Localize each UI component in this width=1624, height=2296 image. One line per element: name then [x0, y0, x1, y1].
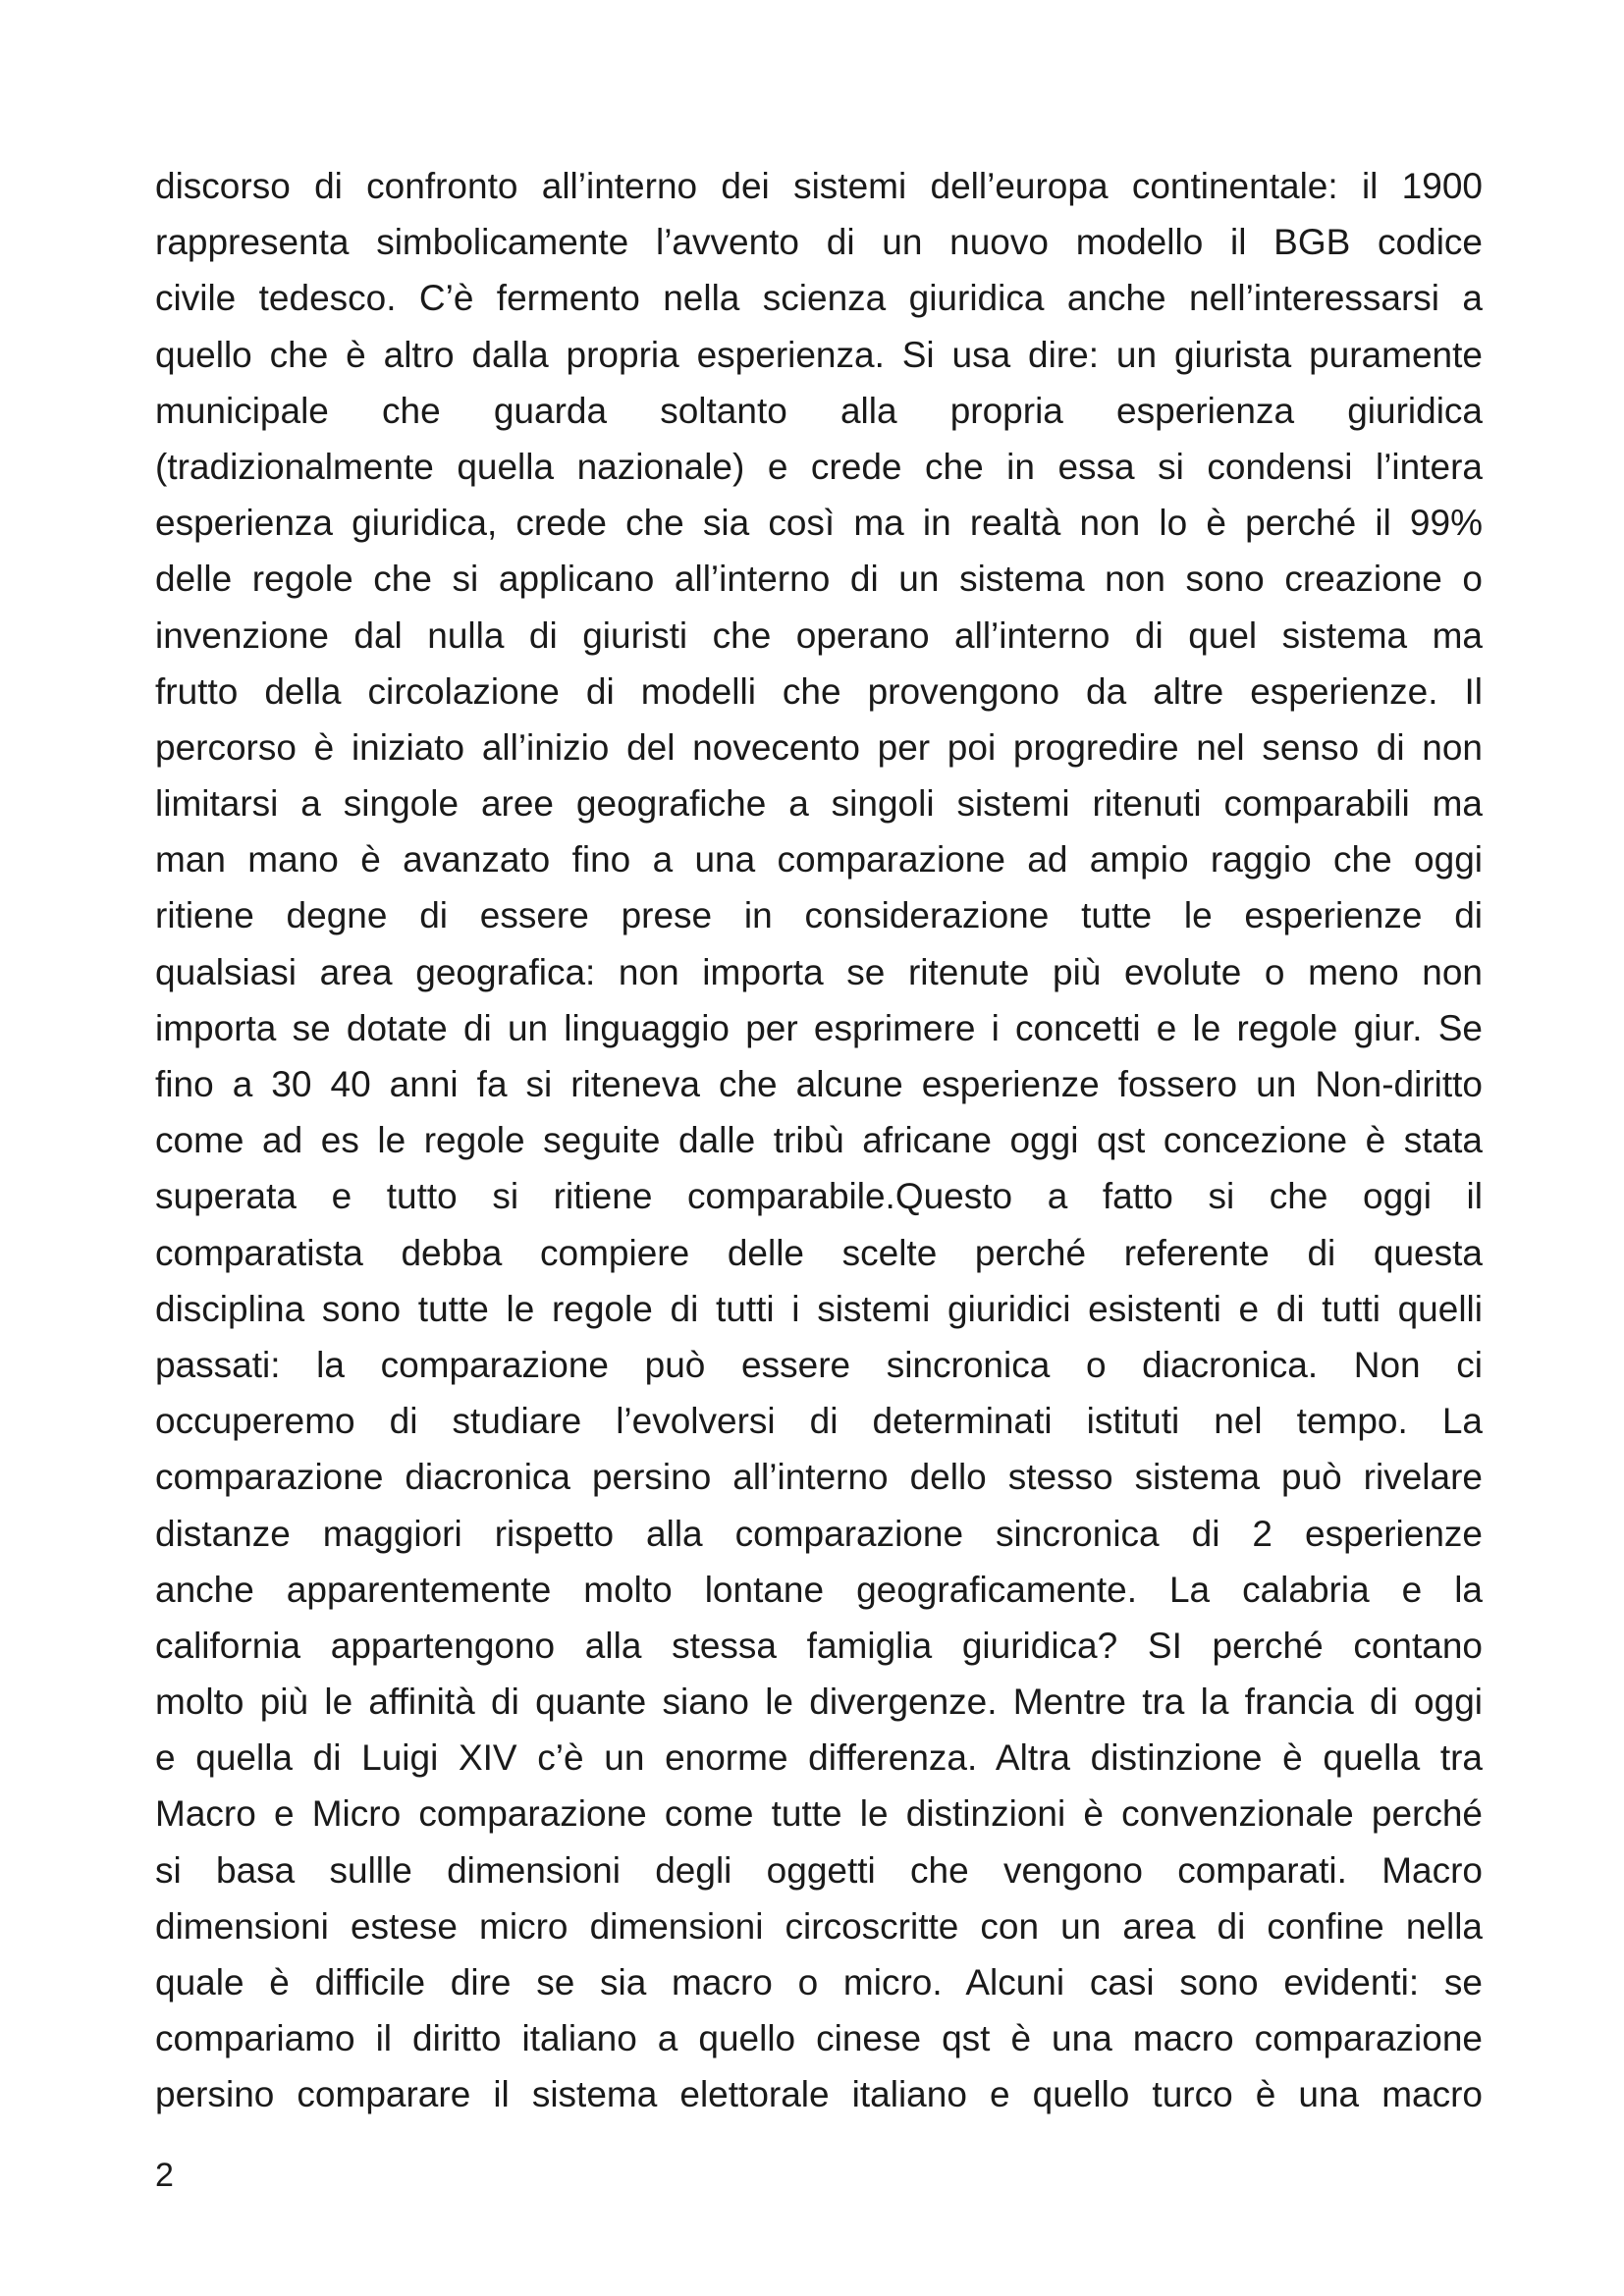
text-line: passati: la comparazione può essere sincronica o diacronica. Non ci	[155, 1344, 1483, 1385]
text-line: come ad es le regole seguite dalle tribù africane oggi qst concezione è stata	[155, 1120, 1483, 1161]
body-text	[155, 158, 1483, 2123]
text-line: Macro e Micro comparazione come tutte le distinzioni è convenzionale perché	[155, 1793, 1483, 1835]
text-line: percorso è iniziato all’inizio del novecento per poi progredire nel senso di non	[155, 726, 1483, 768]
text-line: fino a 30 40 anni fa si riteneva che alcune esperienze fossero un Non-diritto	[155, 1064, 1483, 1104]
text-line: superata e tutto si ritiene comparabile.Questo a fatto si che oggi il	[155, 1176, 1483, 1217]
text-line: quello che è altro dalla propria esperienza. Si usa dire: un giurista puramente	[155, 334, 1483, 375]
text-line: distanze maggiori rispetto alla comparazione sincronica di 2 esperienze	[155, 1513, 1483, 1554]
text-line: importa se dotate di un linguaggio per esprimere i concetti e le regole giur. Se	[155, 1007, 1483, 1048]
text-line: frutto della circolazione di modelli che provengono da altre esperienze. Il	[155, 670, 1483, 712]
text-line: compariamo il diritto italiano a quello cinese qst è una macro comparazione	[155, 2018, 1483, 2059]
text-line: esperienza giuridica, crede che sia così ma in realtà non lo è perché il 99%	[155, 503, 1483, 544]
text-line: (tradizionalmente quella nazionale) e crede che in essa si condensi l’intera	[155, 446, 1483, 487]
text-line: quale è difficile dire se sia macro o micro. Alcuni casi sono evidenti: se	[155, 1962, 1483, 2002]
text-line: molto più le affinità di quante siano le divergenze. Mentre tra la francia di oggi	[155, 1682, 1483, 1723]
text-line: invenzione dal nulla di giuristi che operano all’interno di quel sistema ma	[155, 614, 1483, 656]
page-number: 2	[155, 2157, 174, 2194]
text-line: civile tedesco. C’è fermento nella scienza giuridica anche nell’interessarsi a	[155, 278, 1483, 319]
text-line: e quella di Luigi XIV c’è un enorme differenza. Altra distinzione è quella tra	[155, 1737, 1483, 1779]
text-line: comparazione diacronica persino all’interno dello stesso sistema può rivelare	[155, 1457, 1483, 1498]
text-line: limitarsi a singole aree geografiche a singoli sistemi ritenuti comparabili ma	[155, 783, 1483, 825]
text-line: anche apparentemente molto lontane geograficamente. La calabria e la	[155, 1569, 1483, 1610]
text-line: california appartengono alla stessa famiglia giuridica? SI perché contano	[155, 1625, 1483, 1666]
text-line: discorso di confronto all’interno dei sistemi dell’europa continentale: il 1900	[155, 166, 1483, 206]
text-line: disciplina sono tutte le regole di tutti i sistemi giuridici esistenti e di tutti quelli	[155, 1288, 1483, 1329]
text-line: ritiene degne di essere prese in considerazione tutte le esperienze di	[155, 895, 1483, 936]
text-line: occuperemo di studiare l’evolversi di determinati istituti nel tempo. La	[155, 1401, 1483, 1442]
text-line: delle regole che si applicano all’interno di un sistema non sono creazione o	[155, 559, 1483, 600]
text-line: man mano è avanzato fino a una comparazione ad ampio raggio che oggi	[155, 839, 1483, 881]
text-line: rappresenta simbolicamente l’avvento di un nuovo modello il BGB codice	[155, 222, 1483, 263]
text-line: dimensioni estese micro dimensioni circoscritte con un area di confine nella	[155, 1905, 1483, 1947]
text-line: municipale che guarda soltanto alla propria esperienza giuridica	[155, 390, 1483, 431]
text-line: qualsiasi area geografica: non importa se ritenute più evolute o meno non	[155, 951, 1483, 992]
text-line: si basa sullle dimensioni degli oggetti che vengono comparati. Macro	[155, 1849, 1483, 1891]
text-line: persino comparare il sistema elettorale italiano e quello turco è una macro	[155, 2074, 1483, 2115]
text-line: comparatista debba compiere delle scelte perché referente di questa	[155, 1232, 1483, 1273]
